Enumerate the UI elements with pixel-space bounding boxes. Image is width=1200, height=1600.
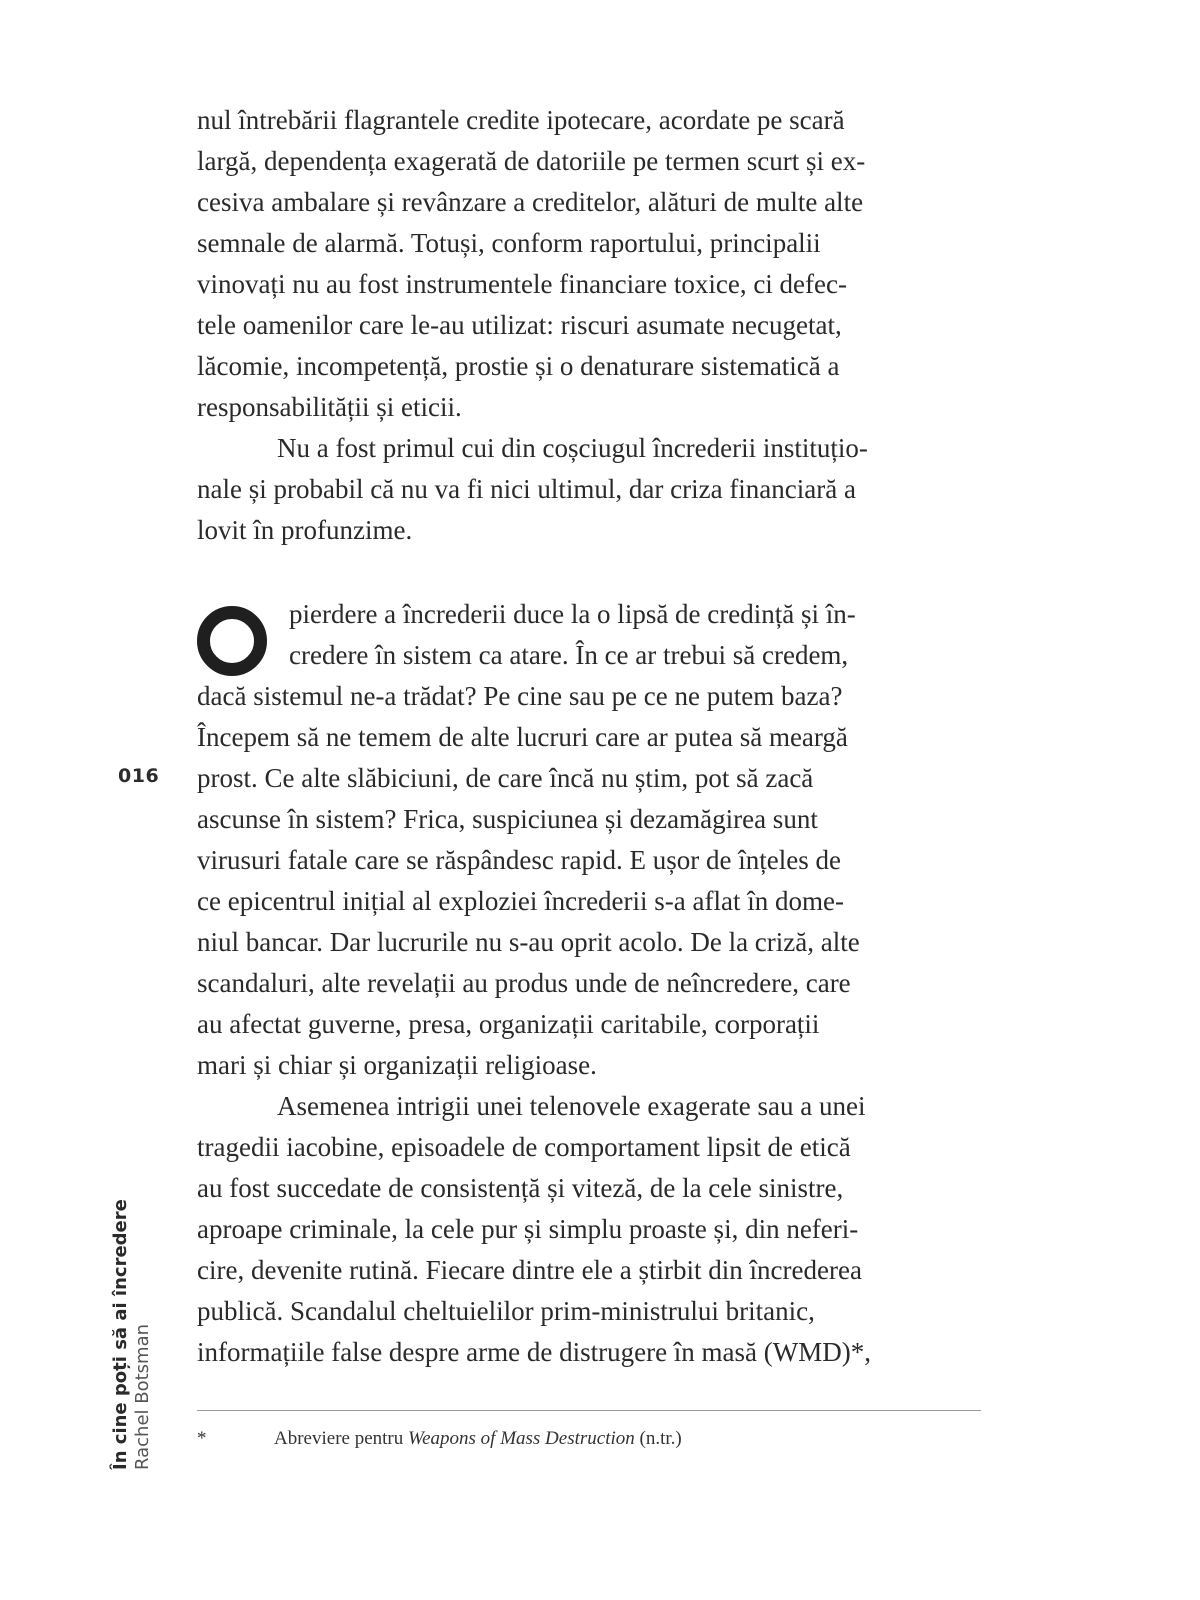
footnote-text: Abreviere pentru — [274, 1428, 408, 1449]
author-name: Rachel Botsman — [132, 1323, 153, 1470]
text-line: ce epicentrul inițial al exploziei încrederii s-a aflat în dome- — [197, 886, 844, 916]
text-line: au afectat guverne, presa, organizații caritabile, corporații — [197, 1009, 820, 1039]
text-line: lăcomie, incompetență, prostie și o denaturare sistematică a — [197, 351, 840, 381]
text-line: dacă sistemul ne-a trădat? Pe cine sau pe ce ne putem baza? — [197, 681, 843, 711]
text-line: scandaluri, alte revelații au produs unde de neîncredere, care — [197, 968, 851, 998]
text-line: nale și probabil că nu va fi nici ultimul, dar criza financiară a — [197, 474, 856, 504]
text-line: publică. Scandalul cheltuielilor prim-ministrului britanic, — [197, 1296, 815, 1326]
text-line: cesiva ambalare și revânzare a creditelor, alături de multe alte — [197, 187, 864, 217]
paragraph-first-line: Asemenea intrigii unei telenovele exagerate sau a unei — [277, 1091, 866, 1121]
text-line: nul întrebării flagrantele credite ipotecare, acordate pe scară — [197, 105, 845, 135]
text-line: aproape criminale, la cele pur și simplu proaste și, din neferi- — [197, 1214, 859, 1244]
page-number: 016 — [118, 765, 160, 787]
text-line: tele oamenilor care le-au utilizat: riscuri asumate necugetat, — [197, 310, 842, 340]
drop-cap — [197, 606, 267, 676]
paragraph-first-line: Nu a fost primul cui din coșciugul încrederii instituțio- — [277, 433, 868, 463]
text-block-top — [197, 100, 987, 551]
footnote-marker: * — [197, 1428, 207, 1449]
running-head — [110, 1199, 154, 1470]
footnote-italic-term: Weapons of Mass Destruction — [408, 1428, 635, 1449]
text-line: mari și chiar și organizații religioase. — [197, 1050, 597, 1080]
text-line: lovit în profunzime. — [197, 515, 413, 545]
footnote — [197, 1428, 987, 1450]
text-line: responsabilității și eticii. — [197, 392, 462, 422]
text-line: tragedii iacobine, episoadele de comportament lipsit de etică — [197, 1132, 851, 1162]
text-line: semnale de alarmă. Totuși, conform raportului, principalii — [197, 228, 821, 258]
text-block-section — [197, 594, 987, 1373]
text-line: Începem să ne temem de alte lucruri care ar putea să meargă — [197, 722, 848, 752]
text-line: informațiile false despre arme de distrugere în masă (WMD)*, — [197, 1337, 871, 1367]
text-line: credere în sistem ca atare. În ce ar trebui să credem, — [289, 640, 849, 670]
text-line: virusuri fatale care se răspândesc rapid. E ușor de înțeles de — [197, 845, 841, 875]
text-line: vinovați nu au fost instrumentele financiare toxice, ci defec- — [197, 269, 847, 299]
footnote-note: (n.tr.) — [634, 1428, 682, 1449]
text-line: pierdere a încrederii duce la o lipsă de credință și în- — [289, 599, 856, 629]
text-line: largă, dependența exagerată de datoriile pe termen scurt și ex- — [197, 146, 866, 176]
book-title: În cine poți să ai încredere — [110, 1199, 131, 1470]
text-line: ascunse în sistem? Frica, suspiciunea și dezamăgirea sunt — [197, 804, 818, 834]
text-line: cire, devenite rutină. Fiecare dintre ele a știrbit din încrederea — [197, 1255, 862, 1285]
footnote-divider — [197, 1410, 981, 1411]
text-line: au fost succedate de consistență și viteză, de la cele sinistre, — [197, 1173, 844, 1203]
text-line: niul bancar. Dar lucrurile nu s-au oprit acolo. De la criză, alte — [197, 927, 860, 957]
text-line: prost. Ce alte slăbiciuni, de care încă nu știm, pot să zacă — [197, 763, 814, 793]
